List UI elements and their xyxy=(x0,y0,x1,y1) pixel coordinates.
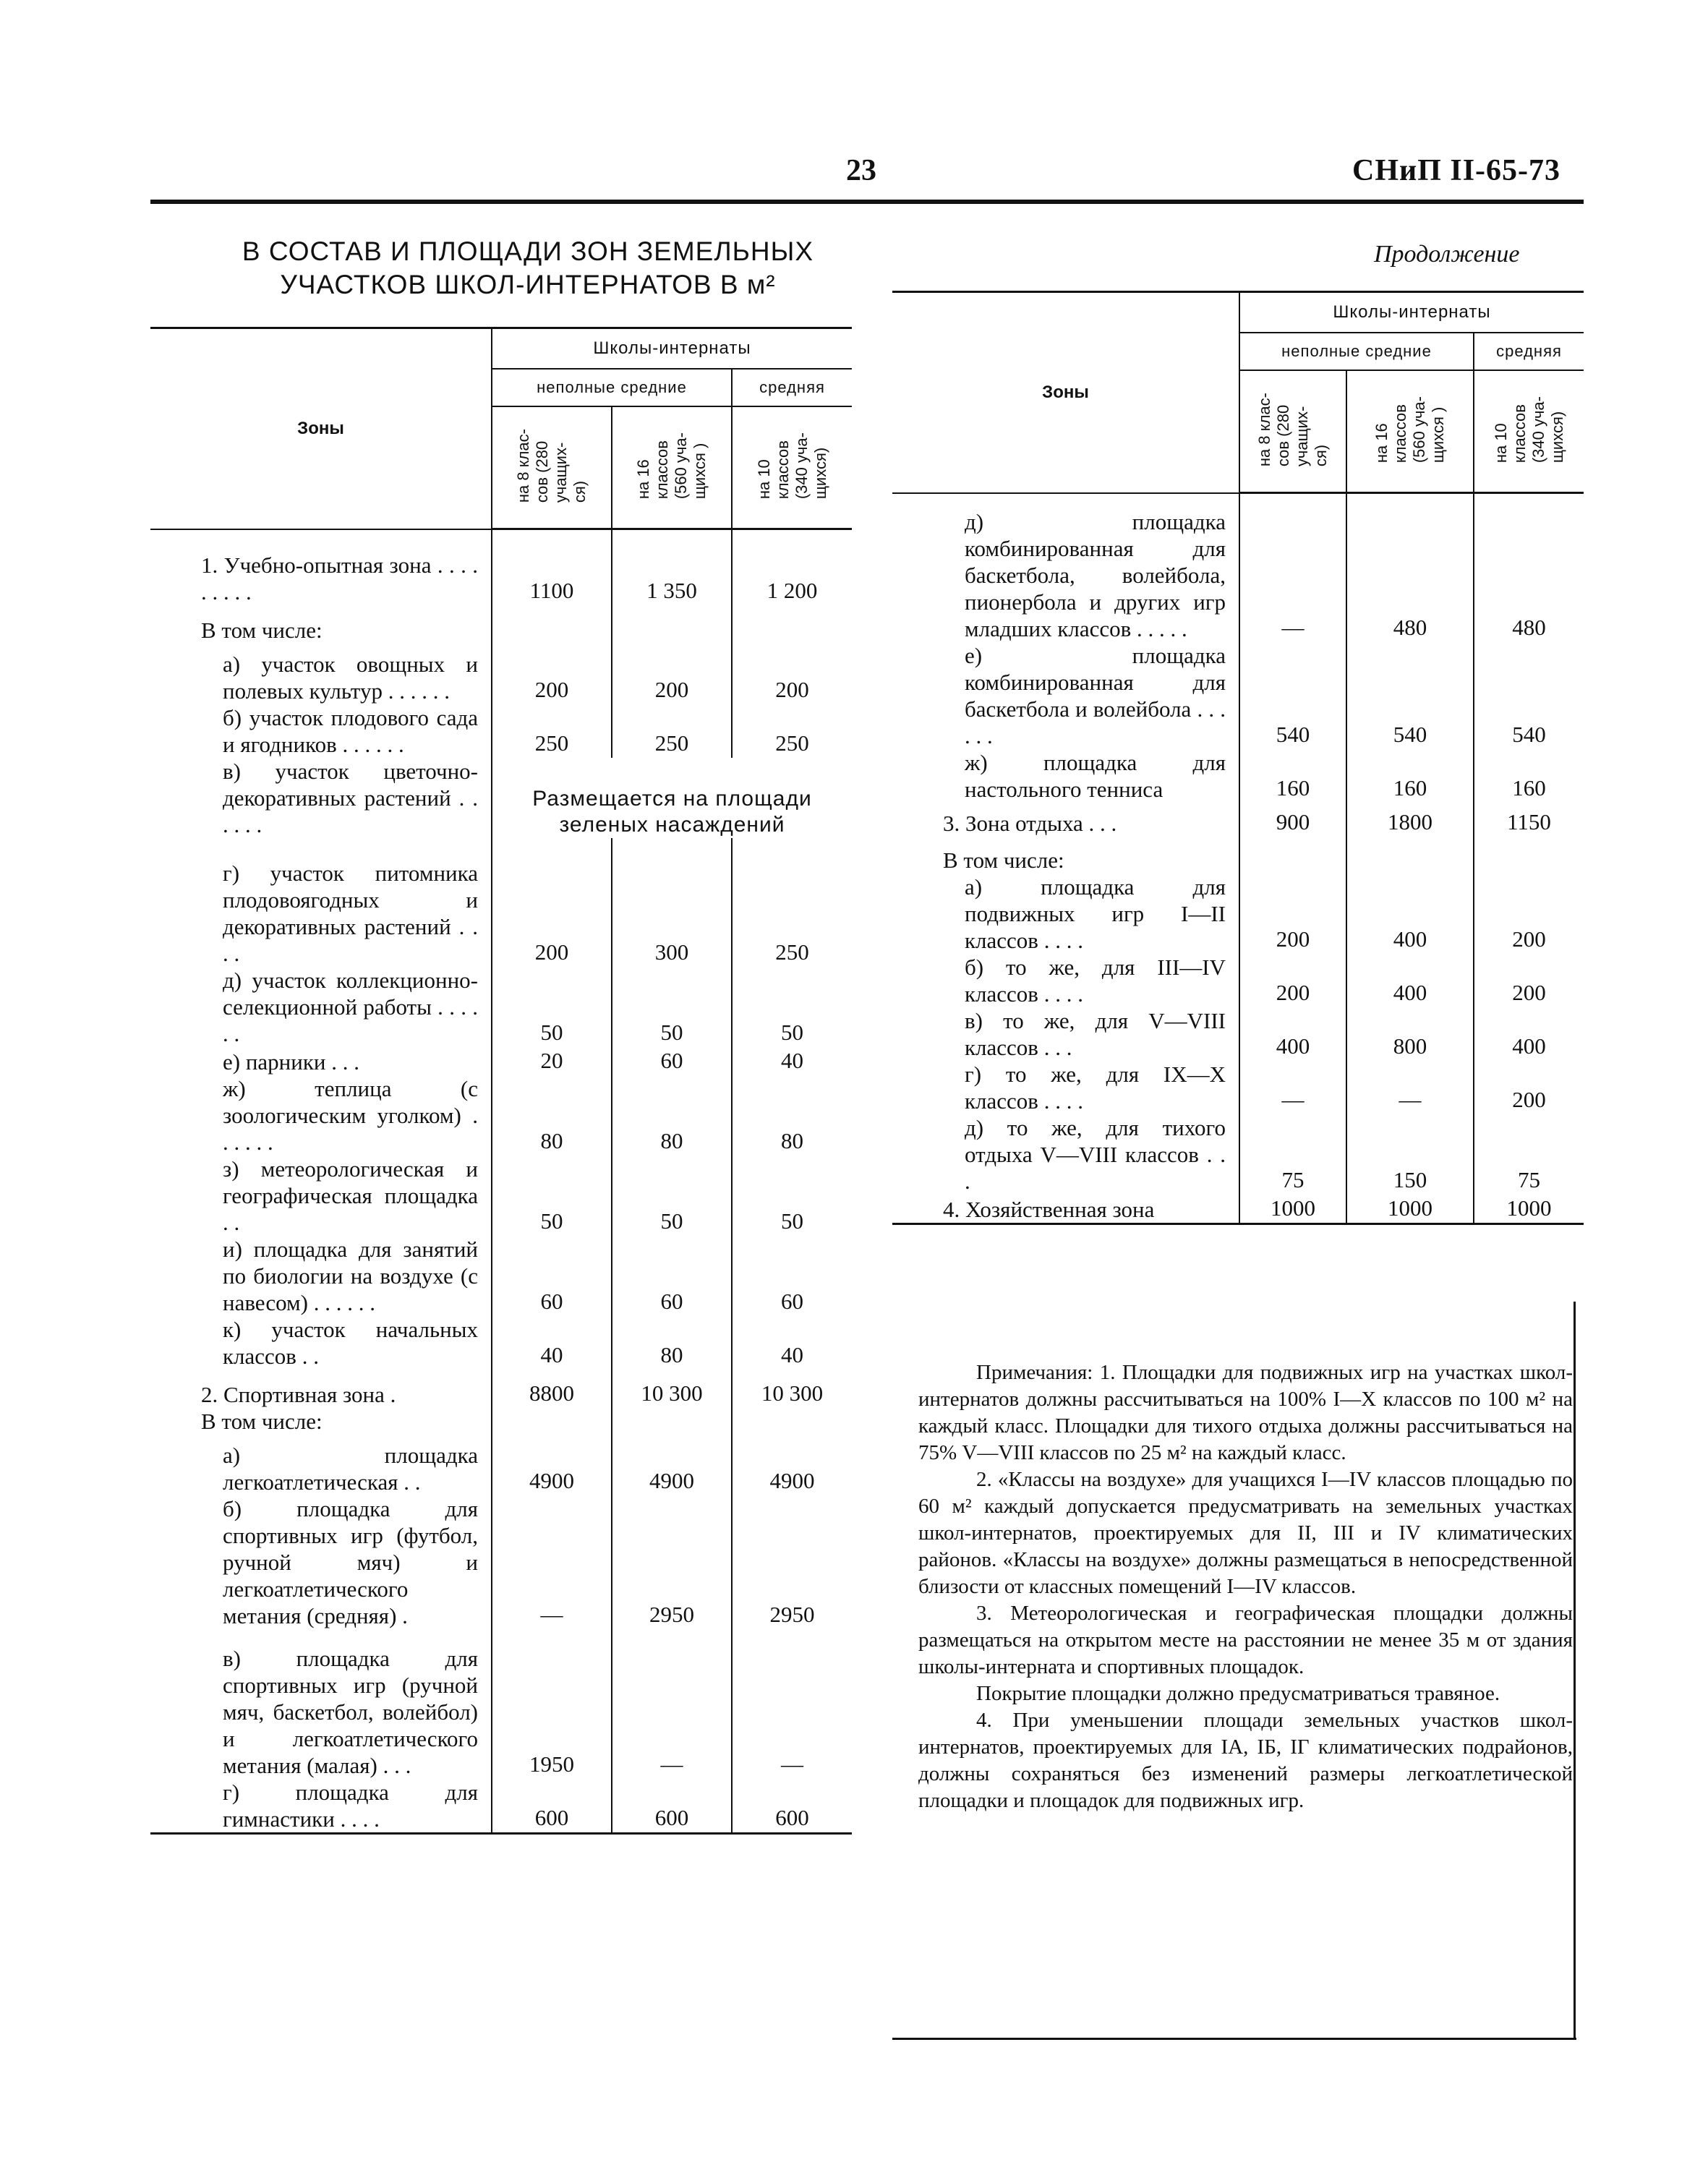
zone-label: г) площадка для гимнастики . . . . xyxy=(150,1779,492,1834)
group-header: Школы-интернаты xyxy=(1239,292,1584,333)
value-cell: 4900 xyxy=(769,1467,815,1493)
table-row xyxy=(150,644,852,704)
table-row xyxy=(892,749,1584,803)
col-header-16-classes: на 16 классов (560 уча- щихся ) xyxy=(1346,370,1474,493)
value-cell: 60 xyxy=(781,1288,803,1314)
value-cell: 300 xyxy=(612,838,732,967)
value-cell: 1800 xyxy=(1346,803,1474,837)
value-cell: 250 xyxy=(775,730,809,756)
value-cell: 8800 xyxy=(492,1370,612,1408)
value-cell: 50 xyxy=(612,967,732,1047)
table-row xyxy=(150,704,852,758)
zone-label: а) площадка легкоатлетическая . . xyxy=(150,1435,492,1495)
zone-label: к) участок начальных классов . . xyxy=(150,1316,492,1370)
value-cell: 480 xyxy=(1512,614,1546,640)
zones-header: Зоны xyxy=(892,292,1239,493)
note-paragraph: 4. При уменьшении площади земельных участков школ-интернатов, проектируемых для IА, IБ, IГ климатических подрайонов, должны сохраняться без изменений размеры легкоатлетической площадки и площадок для подвижных игр. xyxy=(918,1709,1573,1812)
table-row xyxy=(892,874,1584,954)
value-cell: 200 xyxy=(1239,874,1346,954)
group-header: Школы-интернаты xyxy=(492,328,852,369)
value-cell xyxy=(1474,837,1584,874)
zone-label: В том числе: xyxy=(150,1408,492,1435)
value-cell: 10 300 xyxy=(612,1370,732,1408)
header-rule xyxy=(150,200,1584,204)
value-cell: 50 xyxy=(492,967,612,1047)
value-cell: 60 xyxy=(612,1047,732,1075)
value-cell: 80 xyxy=(781,1127,803,1153)
col-header-10-classes: на 10 классов (340 уча- щихся) xyxy=(1474,370,1584,493)
value-cell: 160 xyxy=(1239,749,1346,803)
table-row xyxy=(150,838,852,967)
title-line-1: В СОСТАВ И ПЛОЩАДИ ЗОН ЗЕМЕЛЬНЫХ xyxy=(242,236,814,266)
value-cell: 60 xyxy=(612,1236,732,1316)
table-row xyxy=(892,493,1584,642)
zone-label: г) то же, для IX—X классов . . . . xyxy=(892,1061,1239,1114)
table-row xyxy=(150,1370,852,1408)
zone-label: д) то же, для тихого отдыха V—VIII классов . . . xyxy=(892,1114,1239,1195)
table-row xyxy=(150,1047,852,1075)
zone-label: 1. Учебно-опытная зона . . . . . . . . . xyxy=(150,529,492,605)
zone-label: и) площадка для занятий по биологии на воздухе (с навесом) . . . . . . xyxy=(150,1236,492,1316)
table-row xyxy=(150,1236,852,1316)
table-row xyxy=(892,954,1584,1007)
note-paragraph: 3. Метеорологическая и географическая площадки должны размещаться на открытом месте на расстоянии не менее 35 м от здания школы-интерната и спортивных площадок. xyxy=(918,1602,1573,1678)
subgroup-incomplete: неполные средние xyxy=(1239,333,1474,370)
value-cell: — xyxy=(612,1629,732,1779)
zones-header: Зоны xyxy=(150,328,492,529)
value-cell: 1000 xyxy=(1506,1195,1552,1221)
zone-label: е) площадка комбинированная для баскетбола и волейбола . . . . . . xyxy=(892,642,1239,749)
value-cell: 200 xyxy=(1512,926,1546,952)
value-cell: 800 xyxy=(1346,1007,1474,1061)
value-cell: 2950 xyxy=(612,1495,732,1629)
table-row xyxy=(150,529,852,605)
value-cell: — xyxy=(1346,1061,1474,1114)
table-row xyxy=(150,1316,852,1370)
table-row xyxy=(892,1061,1584,1114)
value-cell: 400 xyxy=(1346,954,1474,1007)
value-cell: 80 xyxy=(612,1316,732,1370)
zone-label: г) участок питомника плодовоягодных и декоративных растений . . . . xyxy=(150,838,492,967)
value-cell: 200 xyxy=(1512,979,1546,1005)
value-cell xyxy=(732,605,852,644)
zone-label: д) площадка комбинированная для баскетбола, волейбола, пионербола и других игр младших классов . . . . . xyxy=(892,493,1239,642)
value-cell: 80 xyxy=(612,1075,732,1156)
zone-label: ж) площадка для настольного тенниса xyxy=(892,749,1239,803)
value-cell xyxy=(612,1408,732,1435)
value-cell: 400 xyxy=(1239,1007,1346,1061)
merged-value-cell: Размещается на площади зеленых насаждений xyxy=(532,786,812,837)
subgroup-secondary: средняя xyxy=(1474,333,1584,370)
page-number: 23 xyxy=(846,154,876,187)
zone-label: б) площадка для спортивных игр (футбол, ручной мяч) и легкоатлетического метания (средняя) . xyxy=(150,1495,492,1629)
value-cell: 4900 xyxy=(612,1435,732,1495)
zone-label: В том числе: xyxy=(150,605,492,644)
table-row xyxy=(150,1495,852,1629)
value-cell: 200 xyxy=(1512,1086,1546,1112)
value-cell: 1100 xyxy=(492,529,612,605)
zone-label: б) то же, для III—IV классов . . . . xyxy=(892,954,1239,1007)
zone-label: а) участок овощных и полевых культур . . . . . . xyxy=(150,644,492,704)
value-cell: 2950 xyxy=(769,1601,815,1627)
zones-table-right xyxy=(892,291,1584,1225)
value-cell: 160 xyxy=(1346,749,1474,803)
value-cell: 400 xyxy=(1346,874,1474,954)
note-paragraph: 2. «Классы на воздухе» для учащихся I—IV классов площадью по 60 м² каждый допускается предусматривать на земельных участках школ-интернатов, проектируемых для II, III и IV климатических районов. «Классы на воздухе» должны размещаться в непосредственной близости от классных помещений I—IV классов. xyxy=(918,1468,1573,1598)
value-cell: 60 xyxy=(492,1236,612,1316)
table-row xyxy=(892,1195,1584,1224)
zone-label: В том числе: xyxy=(892,837,1239,874)
table-row xyxy=(150,605,852,644)
value-cell: 75 xyxy=(1518,1166,1540,1192)
table-row xyxy=(150,1156,852,1236)
value-cell: 1150 xyxy=(1507,808,1551,834)
table-row xyxy=(150,1408,852,1435)
table-row xyxy=(150,967,852,1047)
note-paragraph: Примечания: 1. Площадки для подвижных игр на участках школ-интернатов должны рассчитываться на 100% I—X классов по 100 м² на каждый класс. Площадки для тихого отдыха должны рассчитываться на 75% V—VIII классов по 25 м² на каждый класс. xyxy=(918,1361,1573,1464)
value-cell: 200 xyxy=(775,676,809,702)
value-cell: 20 xyxy=(492,1047,612,1075)
table-right-border xyxy=(1574,1302,1576,2039)
value-cell: 540 xyxy=(1346,642,1474,749)
value-cell xyxy=(732,1408,852,1435)
zone-label: в) площадка для спортивных игр (ручной мяч, баскетбол, волейбол) и легкоатлетического метания (малая) . . . xyxy=(150,1629,492,1779)
zone-label: в) участок цветочно-декоративных растений . . . . . . xyxy=(150,758,492,838)
value-cell: 4900 xyxy=(492,1435,612,1495)
value-cell: 40 xyxy=(781,1341,803,1367)
zone-label: 3. Зона отдыха . . . xyxy=(892,803,1239,837)
value-cell: 200 xyxy=(492,838,612,967)
value-cell: 250 xyxy=(612,704,732,758)
value-cell: 80 xyxy=(492,1075,612,1156)
title-line-2: УЧАСТКОВ ШКОЛ-ИНТЕРНАТОВ В м² xyxy=(280,270,776,299)
value-cell: 50 xyxy=(781,1208,803,1234)
table-bottom-rule xyxy=(892,2038,1576,2040)
value-cell: 160 xyxy=(1512,774,1546,800)
table-row xyxy=(892,837,1584,874)
value-cell xyxy=(1346,837,1474,874)
zone-label: 4. Хозяйственная зона xyxy=(892,1195,1239,1224)
zone-label: а) площадка для подвижных игр I—II классов . . . . xyxy=(892,874,1239,954)
table-row xyxy=(150,1629,852,1779)
value-cell: — xyxy=(492,1495,612,1629)
table-title xyxy=(202,235,853,302)
value-cell xyxy=(1239,837,1346,874)
value-cell: 600 xyxy=(775,1804,809,1830)
zone-label: д) участок коллекционно-селекционной работы . . . . . . xyxy=(150,967,492,1047)
value-cell: 250 xyxy=(775,939,809,965)
value-cell: 900 xyxy=(1239,803,1346,837)
value-cell: 200 xyxy=(1239,954,1346,1007)
value-cell: — xyxy=(781,1751,803,1777)
table-row xyxy=(150,1075,852,1156)
value-cell: 250 xyxy=(492,704,612,758)
value-cell: 600 xyxy=(492,1779,612,1834)
value-cell: 10 300 xyxy=(761,1380,824,1406)
value-cell: 75 xyxy=(1239,1114,1346,1195)
zone-label: в) то же, для V—VIII классов . . . xyxy=(892,1007,1239,1061)
subgroup-secondary: средняя xyxy=(732,369,852,406)
table-row xyxy=(892,642,1584,749)
table-row xyxy=(892,803,1584,837)
note-paragraph: Покрытие площадки должно предусматриваться травяное. xyxy=(976,1682,1500,1705)
value-cell: 1 350 xyxy=(612,529,732,605)
value-cell: 200 xyxy=(492,644,612,704)
value-cell: 1000 xyxy=(1239,1195,1346,1224)
table-row xyxy=(150,1779,852,1834)
value-cell: 540 xyxy=(1239,642,1346,749)
value-cell: 400 xyxy=(1512,1033,1546,1059)
table-row xyxy=(150,1435,852,1495)
table-row xyxy=(892,1007,1584,1061)
value-cell xyxy=(492,1408,612,1435)
value-cell: — xyxy=(1239,1061,1346,1114)
zone-label: ж) теплица (с зоологическим уголком) . . . . . . xyxy=(150,1075,492,1156)
value-cell: 40 xyxy=(492,1316,612,1370)
col-header-8-classes: на 8 клас- сов (280 учащих- ся) xyxy=(1239,370,1346,493)
notes-block xyxy=(918,1359,1573,1814)
value-cell: 540 xyxy=(1512,721,1546,747)
value-cell: 50 xyxy=(612,1156,732,1236)
value-cell: 600 xyxy=(612,1779,732,1834)
table-row xyxy=(892,1114,1584,1195)
zone-label: 2. Спортивная зона . xyxy=(150,1370,492,1408)
document-code: СНиП II-65-73 xyxy=(1352,154,1561,187)
value-cell: 1000 xyxy=(1346,1195,1474,1224)
value-cell: 150 xyxy=(1346,1114,1474,1195)
col-header-8-classes: на 8 клас- сов (280 учащих- ся) xyxy=(492,406,612,529)
value-cell: 1950 xyxy=(492,1629,612,1779)
value-cell: 1 200 xyxy=(767,577,818,603)
zone-label: е) парники . . . xyxy=(150,1047,492,1075)
value-cell: 200 xyxy=(612,644,732,704)
value-cell xyxy=(492,605,612,644)
continuation-label: Продолжение xyxy=(1374,241,1520,268)
value-cell: 50 xyxy=(781,1019,803,1045)
value-cell: — xyxy=(1239,493,1346,642)
zone-label: б) участок плодового сада и ягодников . . . . . . xyxy=(150,704,492,758)
value-cell xyxy=(612,605,732,644)
value-cell: 480 xyxy=(1346,493,1474,642)
col-header-10-classes: на 10 классов (340 уча- щихся) xyxy=(732,406,852,529)
zone-label: з) метеорологическая и географическая площадка . . xyxy=(150,1156,492,1236)
value-cell: 50 xyxy=(492,1156,612,1236)
zones-table-left xyxy=(150,327,852,1835)
subgroup-incomplete: неполные средние xyxy=(492,369,732,406)
table-row xyxy=(150,758,852,838)
col-header-16-classes: на 16 классов (560 уча- щихся ) xyxy=(612,406,732,529)
value-cell: 40 xyxy=(781,1047,803,1073)
